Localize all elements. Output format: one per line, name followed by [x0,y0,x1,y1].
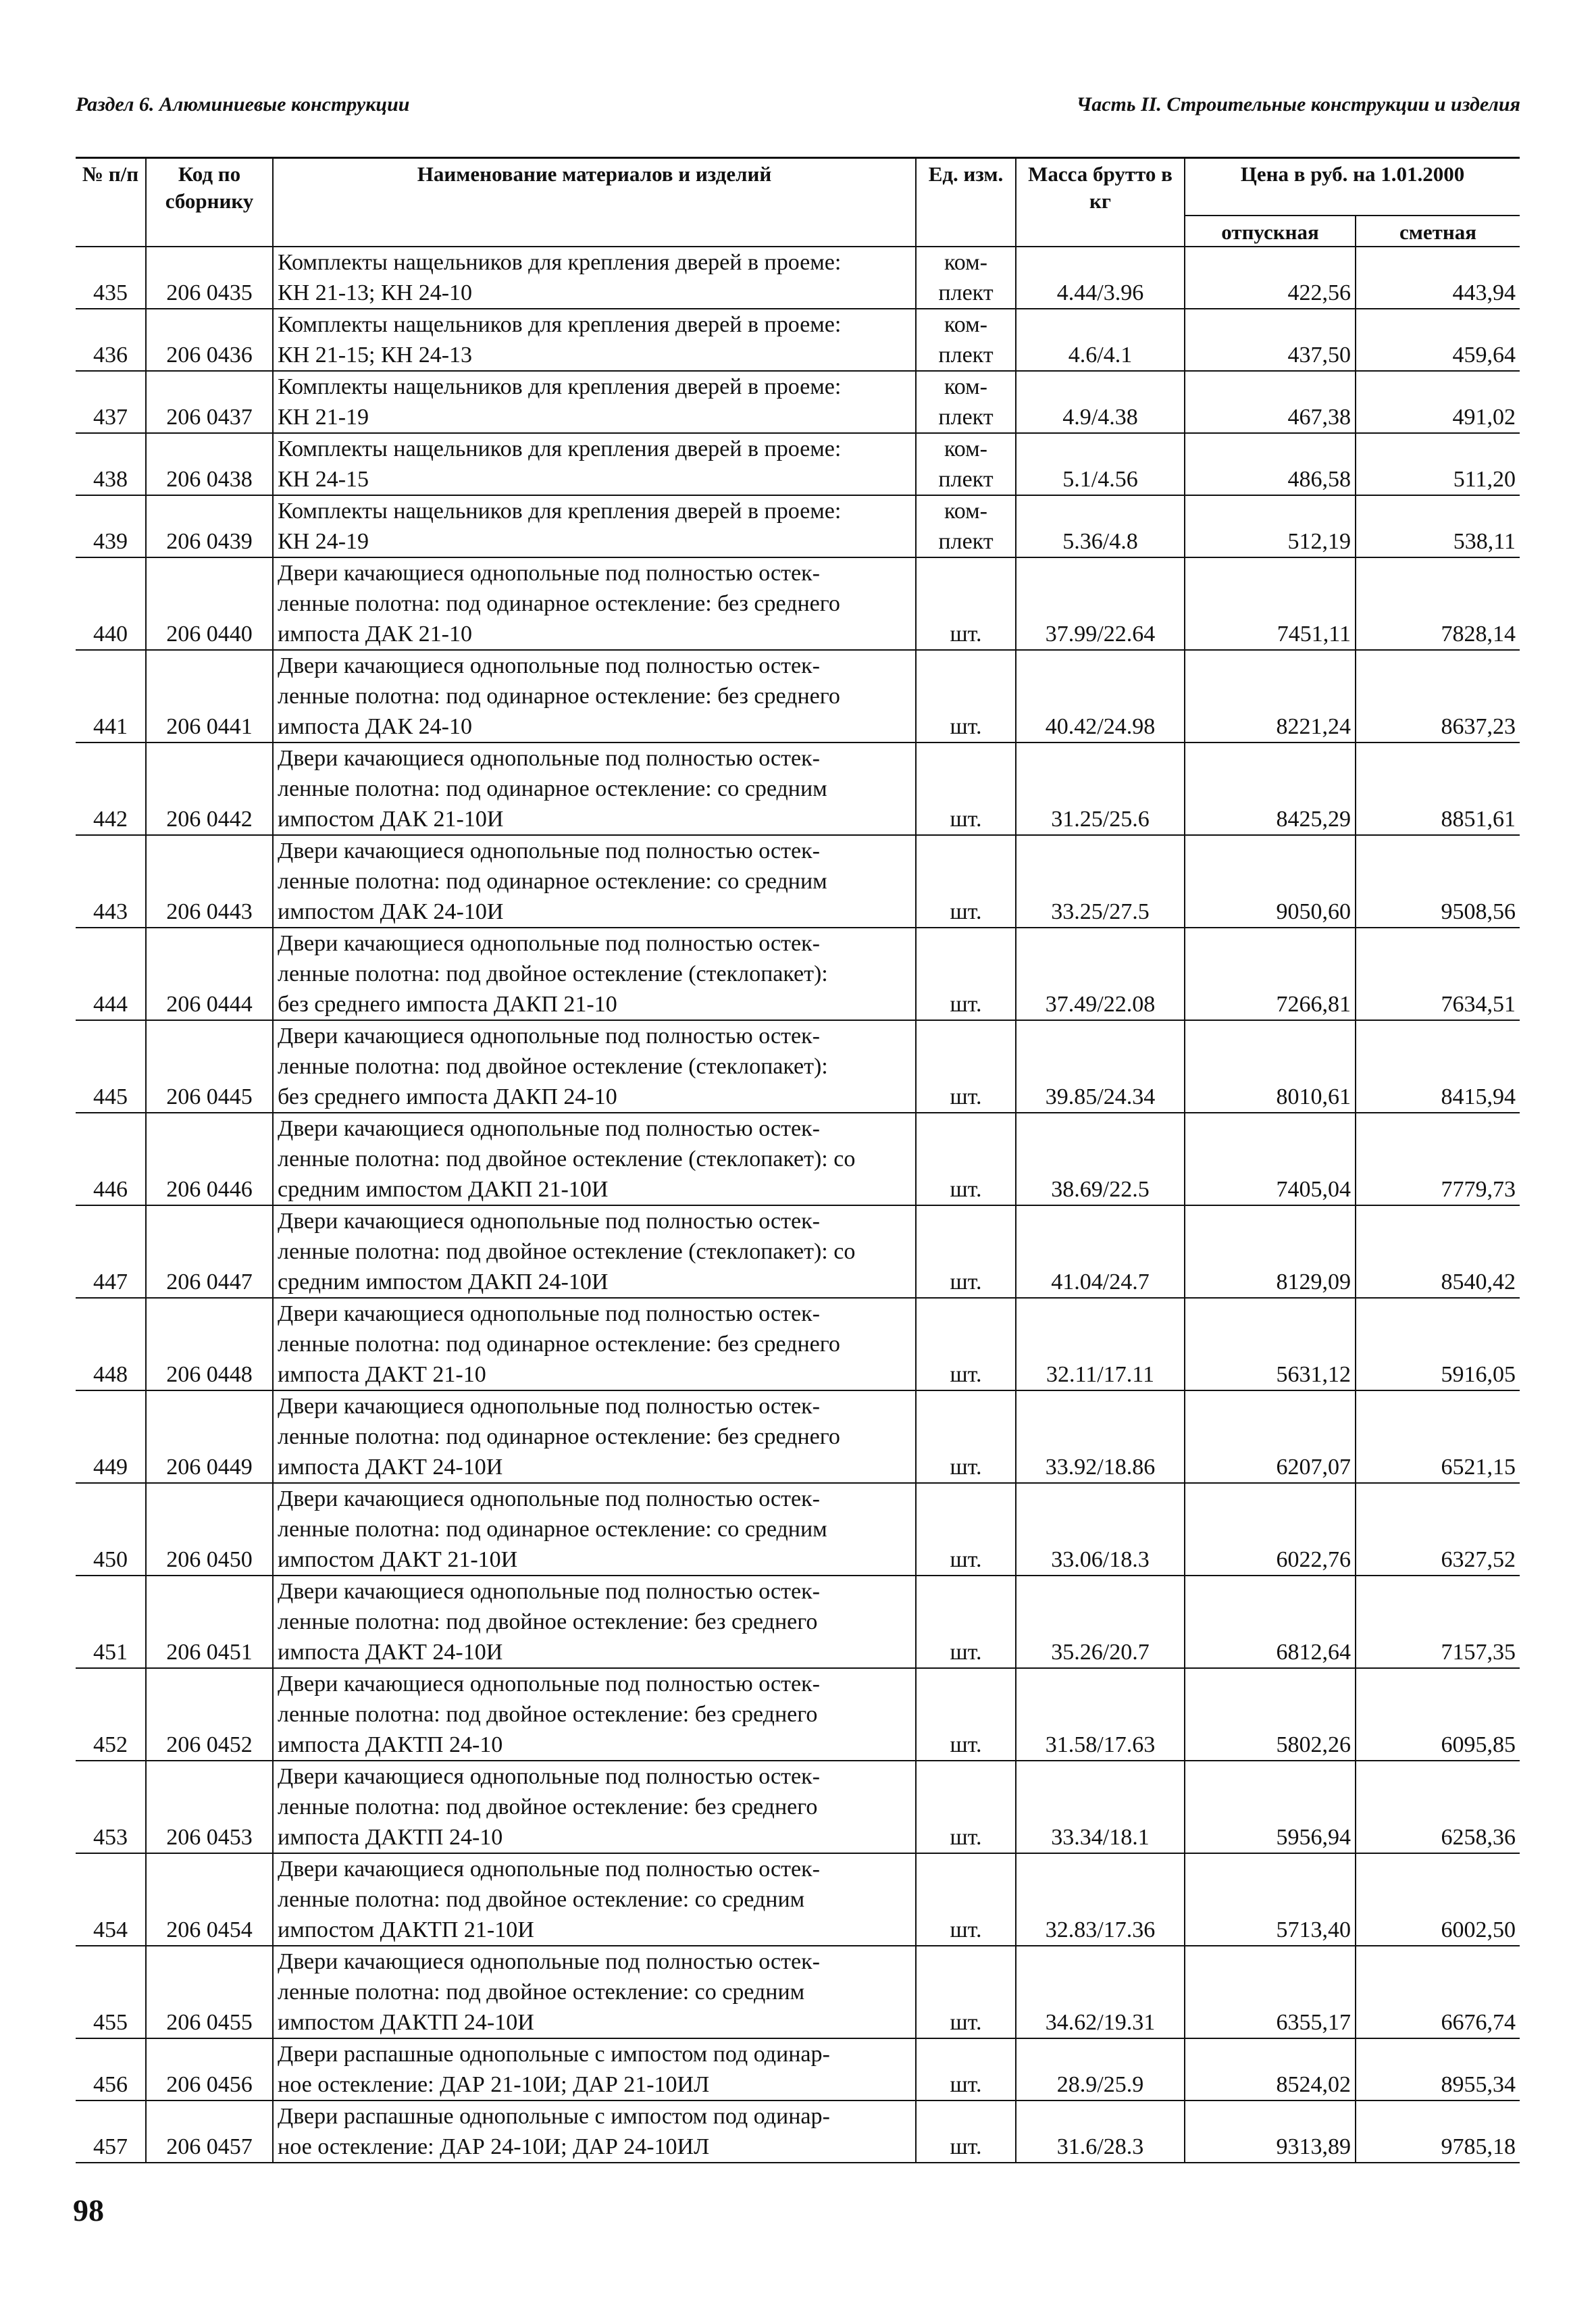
row-unit-line: шт. [950,714,982,739]
row-name-line: без среднего импоста ДАКП 21-10 [278,992,617,1017]
table-row [76,495,1520,557]
row-name-line: Двери качающиеся однопольные под полностью остек- [278,1486,820,1511]
row-name-line: импоста ДАКТ 24-10И [278,1640,503,1665]
row-unit [916,2101,1016,2163]
row-mass: 31.6/28.3 [1016,2101,1185,2163]
row-name [273,309,916,371]
row-unit-line: ком- [944,312,987,337]
row-price-estimate: 459,64 [1356,309,1520,371]
row-number: 448 [76,1298,146,1390]
row-unit-line: ком- [944,499,987,524]
row-unit [916,309,1016,371]
row-unit [916,1298,1016,1390]
row-name [273,1113,916,1205]
row-name [273,2101,916,2163]
row-price-estimate: 5916,05 [1356,1298,1520,1390]
row-code: 206 0445 [146,1020,273,1113]
row-name-line: без среднего импоста ДАКП 24-10 [278,1084,617,1109]
row-name-line: импостом ДАКТП 21-10И [278,1917,534,1942]
row-mass: 39.85/24.34 [1016,1020,1185,1113]
table-row [76,2101,1520,2163]
row-unit [916,1853,1016,1946]
col-header-num: № п/п [76,158,146,247]
row-name [273,928,916,1020]
row-name-line: импостом ДАК 21-10И [278,807,504,832]
row-unit-line: шт. [950,1732,982,1757]
row-number: 451 [76,1576,146,1668]
table-row [76,928,1520,1020]
row-unit [916,835,1016,928]
row-code: 206 0439 [146,495,273,557]
row-name-line: Комплекты нащельников для крепления дверей в проеме: [278,436,842,461]
row-name [273,2038,916,2101]
row-unit-line: плект [938,467,994,492]
row-price-estimate: 8637,23 [1356,650,1520,743]
row-unit [916,1946,1016,2038]
row-code: 206 0441 [146,650,273,743]
row-price-release: 437,50 [1185,309,1356,371]
page-number: 98 [73,2193,104,2228]
row-price-release: 7266,81 [1185,928,1356,1020]
row-price-release: 7405,04 [1185,1113,1356,1205]
row-price-estimate: 8415,94 [1356,1020,1520,1113]
row-code: 206 0443 [146,835,273,928]
row-price-estimate: 6258,36 [1356,1761,1520,1853]
table-row [76,1576,1520,1668]
price-table [76,158,1520,2163]
row-name-line: ленные полотна: под двойное остекление (стеклопакет): со [278,1239,856,1264]
row-unit [916,495,1016,557]
row-name-line: Двери качающиеся однопольные под полностью остек- [278,931,820,956]
table-header [76,158,1520,247]
row-code: 206 0457 [146,2101,273,2163]
row-number: 437 [76,371,146,433]
row-name-line: КН 21-15; КН 24-13 [278,343,473,368]
row-price-release: 5713,40 [1185,1853,1356,1946]
row-price-release: 7451,11 [1185,557,1356,650]
row-number: 456 [76,2038,146,2101]
row-mass: 32.83/17.36 [1016,1853,1185,1946]
row-code: 206 0438 [146,433,273,495]
row-mass: 38.69/22.5 [1016,1113,1185,1205]
row-mass: 31.25/25.6 [1016,743,1185,835]
row-price-release: 5956,94 [1185,1761,1356,1853]
row-number: 436 [76,309,146,371]
row-number: 454 [76,1853,146,1946]
row-number: 449 [76,1390,146,1483]
row-number: 450 [76,1483,146,1576]
row-price-release: 8129,09 [1185,1205,1356,1298]
row-price-release: 8524,02 [1185,2038,1356,2101]
row-number: 442 [76,743,146,835]
row-price-release: 486,58 [1185,433,1356,495]
row-name-line: импоста ДАКТП 24-10 [278,1732,503,1757]
row-mass: 33.34/18.1 [1016,1761,1185,1853]
row-unit-line: шт. [950,1084,982,1109]
row-name-line: КН 21-19 [278,405,369,430]
row-name-line: Двери качающиеся однопольные под полностью остек- [278,1671,820,1696]
row-price-estimate: 7828,14 [1356,557,1520,650]
row-name-line: ленные полотна: под одинарное остекление: без среднего [278,684,840,709]
row-number: 444 [76,928,146,1020]
row-name-line: Двери качающиеся однопольные под полностью остек- [278,746,820,771]
row-unit [916,1668,1016,1761]
row-code: 206 0453 [146,1761,273,1853]
row-name-line: импоста ДАКТ 21-10 [278,1362,486,1387]
row-mass: 4.44/3.96 [1016,247,1185,309]
row-unit [916,928,1016,1020]
table-row [76,743,1520,835]
row-name-line: импоста ДАКТП 24-10 [278,1825,503,1850]
row-name-line: средним импостом ДАКП 21-10И [278,1177,609,1202]
part-title: Часть II. Строительные конструкции и изделия [1076,93,1520,116]
row-code: 206 0447 [146,1205,273,1298]
row-unit-line: шт. [950,807,982,832]
row-name-line: ленные полотна: под одинарное остекление: со средним [278,776,827,801]
row-number: 447 [76,1205,146,1298]
col-header-name: Наименование материалов и изделий [273,158,916,247]
col-header-price-release: отпускная [1185,216,1356,247]
row-name-line: ленные полотна: под двойное остекление: без среднего [278,1702,818,1727]
row-name-line: импоста ДАК 24-10 [278,714,472,739]
row-number: 453 [76,1761,146,1853]
row-name-line: ленные полотна: под одинарное остекление: без среднего [278,1424,840,1449]
row-unit-line: шт. [950,2134,982,2159]
row-code: 206 0449 [146,1390,273,1483]
row-price-release: 6207,07 [1185,1390,1356,1483]
table-row [76,2038,1520,2101]
row-name [273,371,916,433]
row-number: 446 [76,1113,146,1205]
row-name-line: импостом ДАКТ 21-10И [278,1547,518,1572]
row-price-release: 5631,12 [1185,1298,1356,1390]
row-unit [916,2038,1016,2101]
row-unit [916,1483,1016,1576]
row-mass: 31.58/17.63 [1016,1668,1185,1761]
row-name [273,1576,916,1668]
row-name-line: ленные полотна: под двойное остекление (стеклопакет): [278,961,828,986]
table-row [76,1113,1520,1205]
row-name-line: Двери качающиеся однопольные под полностью остек- [278,1209,820,1234]
row-unit-line: шт. [950,622,982,647]
row-code: 206 0436 [146,309,273,371]
table-row [76,1853,1520,1946]
row-name [273,433,916,495]
table-body [76,247,1520,2163]
row-name-line: ленные полотна: под двойное остекление (стеклопакет): со [278,1147,856,1172]
row-name [273,1761,916,1853]
row-unit [916,433,1016,495]
row-name-line: ное остекление: ДАР 24-10И; ДАР 24-10ИЛ [278,2134,710,2159]
row-code: 206 0446 [146,1113,273,1205]
row-price-estimate: 8955,34 [1356,2038,1520,2101]
row-mass: 33.92/18.86 [1016,1390,1185,1483]
row-price-release: 8221,24 [1185,650,1356,743]
row-name-line: Двери качающиеся однопольные под полностью остек- [278,1116,820,1141]
row-mass: 33.25/27.5 [1016,835,1185,928]
row-name-line: Двери распашные однопольные с импостом под одинар- [278,2042,830,2067]
row-price-release: 9313,89 [1185,2101,1356,2163]
row-name [273,835,916,928]
row-number: 452 [76,1668,146,1761]
row-price-estimate: 7634,51 [1356,928,1520,1020]
table-row [76,433,1520,495]
row-name-line: ное остекление: ДАР 21-10И; ДАР 21-10ИЛ [278,2072,710,2097]
table-row [76,1668,1520,1761]
row-code: 206 0448 [146,1298,273,1390]
row-price-estimate: 6521,15 [1356,1390,1520,1483]
row-name-line: Комплекты нащельников для крепления дверей в проеме: [278,374,842,399]
row-unit-line: шт. [950,992,982,1017]
row-unit-line: ком- [944,250,987,275]
row-price-estimate: 7157,35 [1356,1576,1520,1668]
row-unit-line: шт. [950,1362,982,1387]
row-mass: 35.26/20.7 [1016,1576,1185,1668]
table-row [76,1020,1520,1113]
row-name-line: Комплекты нащельников для крепления дверей в проеме: [278,312,842,337]
row-unit-line: шт. [950,899,982,924]
row-name [273,1020,916,1113]
row-mass: 5.1/4.56 [1016,433,1185,495]
row-number: 439 [76,495,146,557]
row-code: 206 0435 [146,247,273,309]
row-mass: 34.62/19.31 [1016,1946,1185,2038]
table-row [76,1483,1520,1576]
row-code: 206 0454 [146,1853,273,1946]
row-name-line: Двери качающиеся однопольные под полностью остек- [278,1764,820,1789]
row-name [273,1946,916,2038]
row-number: 441 [76,650,146,743]
row-mass: 4.9/4.38 [1016,371,1185,433]
row-mass: 41.04/24.7 [1016,1205,1185,1298]
row-code: 206 0456 [146,2038,273,2101]
table-row [76,309,1520,371]
row-mass: 37.49/22.08 [1016,928,1185,1020]
row-unit [916,650,1016,743]
row-name-line: ленные полотна: под двойное остекление: без среднего [278,1609,818,1634]
row-code: 206 0440 [146,557,273,650]
row-code: 206 0452 [146,1668,273,1761]
row-name-line: Двери качающиеся однопольные под полностью остек- [278,1949,820,1974]
row-name [273,1483,916,1576]
row-price-estimate: 6676,74 [1356,1946,1520,2038]
row-name-line: ленные полотна: под одинарное остекление: со средним [278,1517,827,1542]
row-name [273,1298,916,1390]
row-price-estimate: 491,02 [1356,371,1520,433]
row-price-release: 467,38 [1185,371,1356,433]
row-code: 206 0450 [146,1483,273,1576]
row-name-line: Двери качающиеся однопольные под полностью остек- [278,1394,820,1419]
row-code: 206 0437 [146,371,273,433]
row-unit-line: шт. [950,1455,982,1480]
row-price-estimate: 8540,42 [1356,1205,1520,1298]
row-name [273,1853,916,1946]
row-price-estimate: 511,20 [1356,433,1520,495]
row-name-line: КН 24-19 [278,529,369,554]
row-name-line: ленные полотна: под одинарное остекление: без среднего [278,1332,840,1357]
row-price-estimate: 6002,50 [1356,1853,1520,1946]
row-unit [916,371,1016,433]
row-mass: 37.99/22.64 [1016,557,1185,650]
row-price-estimate: 9785,18 [1356,2101,1520,2163]
row-unit-line: ком- [944,374,987,399]
row-price-release: 512,19 [1185,495,1356,557]
row-name [273,1668,916,1761]
col-header-price-estimate: сметная [1356,216,1520,247]
row-name [273,495,916,557]
col-header-code: Код по сборнику [146,158,273,247]
row-name [273,743,916,835]
row-number: 435 [76,247,146,309]
col-header-unit: Ед. изм. [916,158,1016,247]
row-name-line: ленные полотна: под двойное остекление: со средним [278,1887,805,1912]
row-name-line: ленные полотна: под двойное остекление: без среднего [278,1794,818,1819]
row-mass: 28.9/25.9 [1016,2038,1185,2101]
row-name-line: средним импостом ДАКП 24-10И [278,1269,609,1294]
table-row [76,1205,1520,1298]
row-price-release: 6022,76 [1185,1483,1356,1576]
row-unit [916,1576,1016,1668]
row-code: 206 0451 [146,1576,273,1668]
row-unit-line: плект [938,529,994,554]
row-number: 440 [76,557,146,650]
row-unit-line: шт. [950,1640,982,1665]
row-name [273,650,916,743]
row-unit-line: шт. [950,1177,982,1202]
row-mass: 40.42/24.98 [1016,650,1185,743]
row-number: 455 [76,1946,146,2038]
row-unit-line: плект [938,405,994,430]
row-price-release: 8425,29 [1185,743,1356,835]
row-unit-line: шт. [950,1825,982,1850]
row-mass: 5.36/4.8 [1016,495,1185,557]
row-name-line: Двери качающиеся однопольные под полностью остек- [278,561,820,586]
row-name-line: Комплекты нащельников для крепления дверей в проеме: [278,250,842,275]
row-price-release: 5802,26 [1185,1668,1356,1761]
row-unit [916,557,1016,650]
row-number: 457 [76,2101,146,2163]
row-name [273,1205,916,1298]
row-price-release: 6812,64 [1185,1576,1356,1668]
table-row [76,1761,1520,1853]
row-name-line: Двери качающиеся однопольные под полностью остек- [278,1579,820,1604]
row-price-estimate: 443,94 [1356,247,1520,309]
row-name-line: импоста ДАКТ 24-10И [278,1455,503,1480]
row-unit [916,1113,1016,1205]
row-name-line: ленные полотна: под двойное остекление: со средним [278,1980,805,2005]
col-header-price-group: Цена в руб. на 1.01.2000 [1185,158,1520,216]
row-unit [916,1020,1016,1113]
row-name [273,557,916,650]
row-unit [916,1205,1016,1298]
row-price-estimate: 6095,85 [1356,1668,1520,1761]
row-name [273,247,916,309]
table-row [76,1298,1520,1390]
row-unit-line: плект [938,280,994,305]
row-name-line: КН 24-15 [278,467,369,492]
row-code: 206 0444 [146,928,273,1020]
row-price-estimate: 9508,56 [1356,835,1520,928]
table-row [76,247,1520,309]
row-price-estimate: 8851,61 [1356,743,1520,835]
row-name-line: Двери качающиеся однопольные под полностью остек- [278,653,820,678]
row-name-line: Двери качающиеся однопольные под полностью остек- [278,1301,820,1326]
row-unit-line: шт. [950,2072,982,2097]
row-mass: 4.6/4.1 [1016,309,1185,371]
row-unit-line: плект [938,343,994,368]
row-name-line: импостом ДАК 24-10И [278,899,504,924]
row-price-estimate: 7779,73 [1356,1113,1520,1205]
table-row [76,650,1520,743]
row-price-release: 8010,61 [1185,1020,1356,1113]
col-header-mass: Масса брутто в кг [1016,158,1185,247]
row-name-line: ленные полотна: под одинарное остекление: со средним [278,869,827,894]
row-name [273,1390,916,1483]
row-number: 438 [76,433,146,495]
row-price-release: 9050,60 [1185,835,1356,928]
row-name-line: КН 21-13; КН 24-10 [278,280,473,305]
row-name-line: Двери качающиеся однопольные под полностью остек- [278,838,820,863]
row-name-line: Двери качающиеся однопольные под полностью остек- [278,1857,820,1882]
row-number: 443 [76,835,146,928]
row-name-line: Двери качающиеся однопольные под полностью остек- [278,1024,820,1049]
row-unit-line: шт. [950,2010,982,2035]
row-name-line: ленные полотна: под одинарное остекление: без среднего [278,591,840,616]
row-price-release: 422,56 [1185,247,1356,309]
row-number: 445 [76,1020,146,1113]
row-unit-line: шт. [950,1269,982,1294]
table-row [76,557,1520,650]
row-unit-line: ком- [944,436,987,461]
row-code: 206 0442 [146,743,273,835]
row-mass: 32.11/17.11 [1016,1298,1185,1390]
row-unit [916,743,1016,835]
running-header [76,93,1520,116]
row-price-estimate: 6327,52 [1356,1483,1520,1576]
row-name-line: импоста ДАК 21-10 [278,622,472,647]
row-name-line: Комплекты нащельников для крепления дверей в проеме: [278,499,842,524]
row-name-line: ленные полотна: под двойное остекление (стеклопакет): [278,1054,828,1079]
row-name-line: Двери распашные однопольные с импостом под одинар- [278,2104,830,2129]
row-price-release: 6355,17 [1185,1946,1356,2038]
row-unit-line: шт. [950,1547,982,1572]
row-unit-line: шт. [950,1917,982,1942]
table-row [76,835,1520,928]
row-unit [916,1390,1016,1483]
row-code: 206 0455 [146,1946,273,2038]
row-mass: 33.06/18.3 [1016,1483,1185,1576]
row-unit [916,247,1016,309]
section-title: Раздел 6. Алюминиевые конструкции [76,93,410,116]
table-row [76,1390,1520,1483]
row-price-estimate: 538,11 [1356,495,1520,557]
table-row [76,371,1520,433]
table-row [76,1946,1520,2038]
row-name-line: импостом ДАКТП 24-10И [278,2010,534,2035]
row-unit [916,1761,1016,1853]
